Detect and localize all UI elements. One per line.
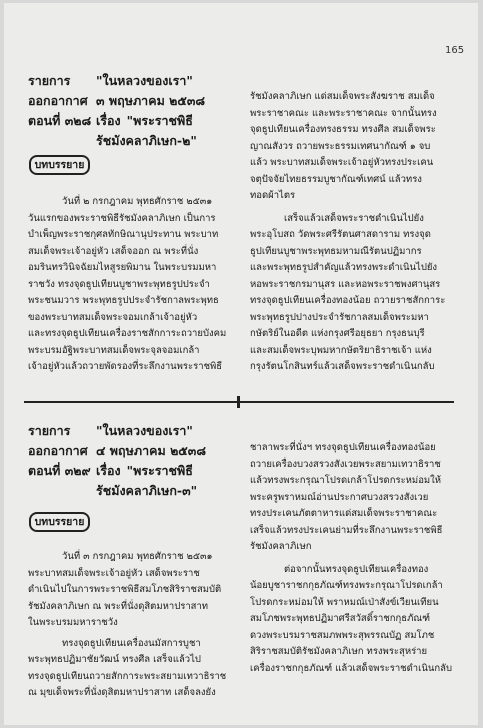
topic-cont: รัชมังคลาภิเษก-๒" — [96, 133, 197, 148]
air-label: ออกอากาศ — [28, 93, 88, 108]
paragraph-line: โปรดกระหม่อมให้ พราหมณ์เป่าสังข์เวียนเทียน — [250, 596, 439, 608]
paragraph-line: อมรินทรวินิจฉัยมไหสูรยพิมาน ในพระบรมมหา — [28, 262, 217, 273]
paragraph-line: เสร็จแล้วทรงประเคนย่ามที่ระลึกงานพระราชพิธี — [250, 524, 443, 536]
ep2-right-column — [250, 440, 454, 677]
paragraph-line: ราชวัง ทรงจุดธูปเทียนบูชาพระพุทธรูปประจำ — [28, 278, 210, 290]
paragraph-line: สมโภชพระพุทธปฏิมาศรีสวัสดิ์ราชกกุธภัณฑ์ — [250, 613, 431, 624]
narration-badge-1: บทบรรยาย — [29, 155, 90, 175]
paragraph-line: แล้ว พระบาทสมเด็จพระเจ้าอยู่หัวทรงประเคน — [250, 157, 434, 168]
episode-label: ตอนที่ ๓๒๘ — [28, 113, 92, 128]
paragraph-line: รัชมังคลาภิเษก — [250, 541, 312, 552]
section-divider — [24, 401, 454, 403]
ep1-right-column — [250, 89, 454, 376]
paragraph-line: วันแรกของพระราชพิธีรัชมังคลาภิเษก เป็นการ — [28, 212, 216, 224]
paragraph-line: จุดธูปเทียนเครื่องทรงธรรม ทรงศีล สมเด็จพระ — [250, 124, 436, 135]
paragraph-line: และสมเด็จพระบุพมหากษัตริยาธิราชเจ้า แห่ง — [250, 344, 432, 356]
paragraph-line: ทรงจุดธูปเทียนเครื่องนมัสการบูชา — [62, 637, 201, 649]
paragraph-line: วันที่ ๒ กรกฎาคม พุทธศักราช ๒๕๓๑ — [62, 196, 213, 207]
paragraph-line: ในพระบรมมหาราชวัง — [28, 617, 118, 628]
paragraph-line: เสร็จแล้วเสด็จพระราชดำเนินไปยัง — [284, 212, 424, 224]
paragraph-line: ถวายเครื่องบวงสรวงสังเวยพระสยามเทวาธิราช — [250, 458, 441, 470]
paragraph-line: ทอดผ้าไตร — [250, 190, 296, 201]
topic: "พระราชพิธี — [126, 113, 193, 128]
paragraph-line: และพระพุทธรูปสำคัญแล้วทรงพระดำเนินไปยัง — [250, 262, 438, 273]
paragraph-line: กษัตริย์ในอดีต แห่งกรุงศรีอยุธยา กรุงธนบุรี — [250, 328, 425, 339]
program-title: "ในหลวงของเรา" — [96, 73, 193, 88]
paragraph-line: รัชมังคลาภิเษก ณ พระที่นั่งดุสิตมหาปราสาท — [28, 600, 209, 612]
topic: "พระราชพิธี — [126, 463, 193, 478]
paragraph-line: ทรงจุดธูปเทียนเครื่องทองน้อย ถวายราชสักการะ — [250, 295, 446, 306]
paragraph-line: เครื่องราชกกุธภัณฑ์ แล้วเสด็จพระราชดำเนินกลับ — [250, 662, 452, 674]
paragraph-line: พระราชาคณะ และพระราชาคณะ จากนั้นทรง — [250, 107, 437, 119]
paragraph-line: ทรงประเคนภัตตาหารแด่สมเด็จพระราชาคณะ — [250, 508, 438, 519]
narration-badge-2: บทบรรยาย — [29, 512, 90, 532]
ep2-left-column — [28, 549, 228, 702]
topic-label: เรื่อง — [96, 463, 121, 478]
paragraph-line: ทรงจุดธูปเทียนถวายสักการะพระสยามเทวาธิราช — [28, 670, 227, 682]
paragraph-line: วันที่ ๓ กรกฎาคม พุทธศักราช ๒๕๓๑ — [62, 551, 213, 562]
paragraph-line: ญาณสังวร ถวายพระธรรมเทศนากัณฑ์ ๑ จบ — [250, 140, 431, 152]
paragraph-line: สิริราชสมบัติรัชมังคลาภิเษก ทรงพระสุหร่าย — [250, 646, 428, 657]
paragraph-line: ดำเนินไปในการพระราชพิธีสมโภชสิริราชสมบัติ — [28, 584, 222, 595]
paragraph-line: ณ มุขเด็จพระที่นั่งดุสิตมหาปราสาท เสด็จลงยัง — [28, 687, 216, 698]
paragraph-line: พระชนมวาร พระพุทธรูปประจำรัชกาลพระพุทธ — [28, 295, 219, 306]
paragraph-line: ธูปเทียนบูชาพระพุทธมหามณีรัตนปฏิมากร — [250, 245, 422, 257]
paragraph-line: พระอุโบสถ วัดพระศรีรัตนศาสดาราม ทรงจุด — [250, 229, 431, 240]
paragraph-line: หอพระราชกรมานุสร และหอพระราชพงศานุสร — [250, 278, 441, 290]
episode-header-2 — [28, 421, 206, 501]
air-date: ๓ พฤษภาคม ๒๕๓๘ — [96, 93, 206, 108]
paragraph-line: พระพุทธรูปปางประจำรัชกาลสมเด็จพระมหา — [250, 311, 429, 323]
paragraph-line: พระบรมอัฐิพระบาทสมเด็จพระจุลจอมเกล้า — [28, 344, 200, 356]
document-page — [4, 3, 478, 725]
topic-cont: รัชมังคลาภิเษก-๓" — [96, 483, 198, 498]
paragraph-line: กรุงรัตนโกสินทร์แล้วเสด็จพระราชดำเนินกลับ — [250, 361, 435, 372]
paragraph-line: รัชมังคลาภิเษก แด่สมเด็จพระสังฆราช สมเด็จ — [250, 91, 435, 102]
paragraph-line: จตุปัจจัยไทยธรรมบูชากัณฑ์เทศน์ แล้วทรง — [250, 173, 422, 185]
episode-header-1 — [28, 71, 205, 151]
air-date: ๔ พฤษภาคม ๒๕๓๘ — [96, 443, 206, 458]
paragraph-line: ของพระบาทสมเด็จพระจอมเกล้าเจ้าอยู่หัว — [28, 311, 198, 323]
paragraph-line: เจ้าอยู่หัวแล้วถวายพัดรองที่ระลึกงานพระราชพิธี — [28, 361, 223, 372]
paragraph-line: พระครูพราหมณ์อ่านประกาศบวงสรวงสังเวย — [250, 491, 429, 503]
ep1-left-column — [28, 194, 228, 376]
air-label: ออกอากาศ — [28, 443, 88, 458]
paragraph-line: บำเพ็ญพระราชกุศลทักษิณานุประทาน พระบาท — [28, 229, 219, 240]
paragraph-line: ต่อจากนั้นทรงจุดธูปเทียนเครื่องทอง — [284, 563, 429, 575]
program-label: รายการ — [28, 73, 71, 88]
paragraph-line: และทรงจุดธูปเทียนเครื่องราชสักการะถวายบังคม — [28, 328, 227, 339]
page-number: 165 — [445, 45, 465, 56]
paragraph-line: พระพุทธปฏิมาชัยวัฒน์ ทรงศีล เสร็จแล้วไป — [28, 654, 201, 665]
program-label: รายการ — [28, 423, 71, 438]
paragraph-line: น้อยบูชาราชกกุธภัณฑ์ทรงพระกรุณาโปรดเกล้า — [250, 580, 443, 591]
paragraph-line: พระบาทสมเด็จพระเจ้าอยู่หัว เสด็จพระราช — [28, 567, 200, 579]
paragraph-line: ดวงพระบรมราชสมภพพระสุพรรณบัฏ สมโภช — [250, 629, 435, 641]
paragraph-line: ชาลาพระที่นั่งฯ ทรงจุดธูปเทียนเครื่องทองน้อย — [250, 442, 436, 453]
program-title: "ในหลวงของเรา" — [96, 423, 193, 438]
paragraph-line: แล้วทรงพระกรุณาโปรดเกล้าโปรดกระหม่อมให้ — [250, 475, 442, 486]
episode-label: ตอนที่ ๓๒๙ — [28, 463, 91, 478]
paragraph-line: สมเด็จพระเจ้าอยู่หัว เสด็จออก ณ พระที่นั่ง — [28, 245, 199, 257]
topic-label: เรื่อง — [96, 113, 121, 128]
